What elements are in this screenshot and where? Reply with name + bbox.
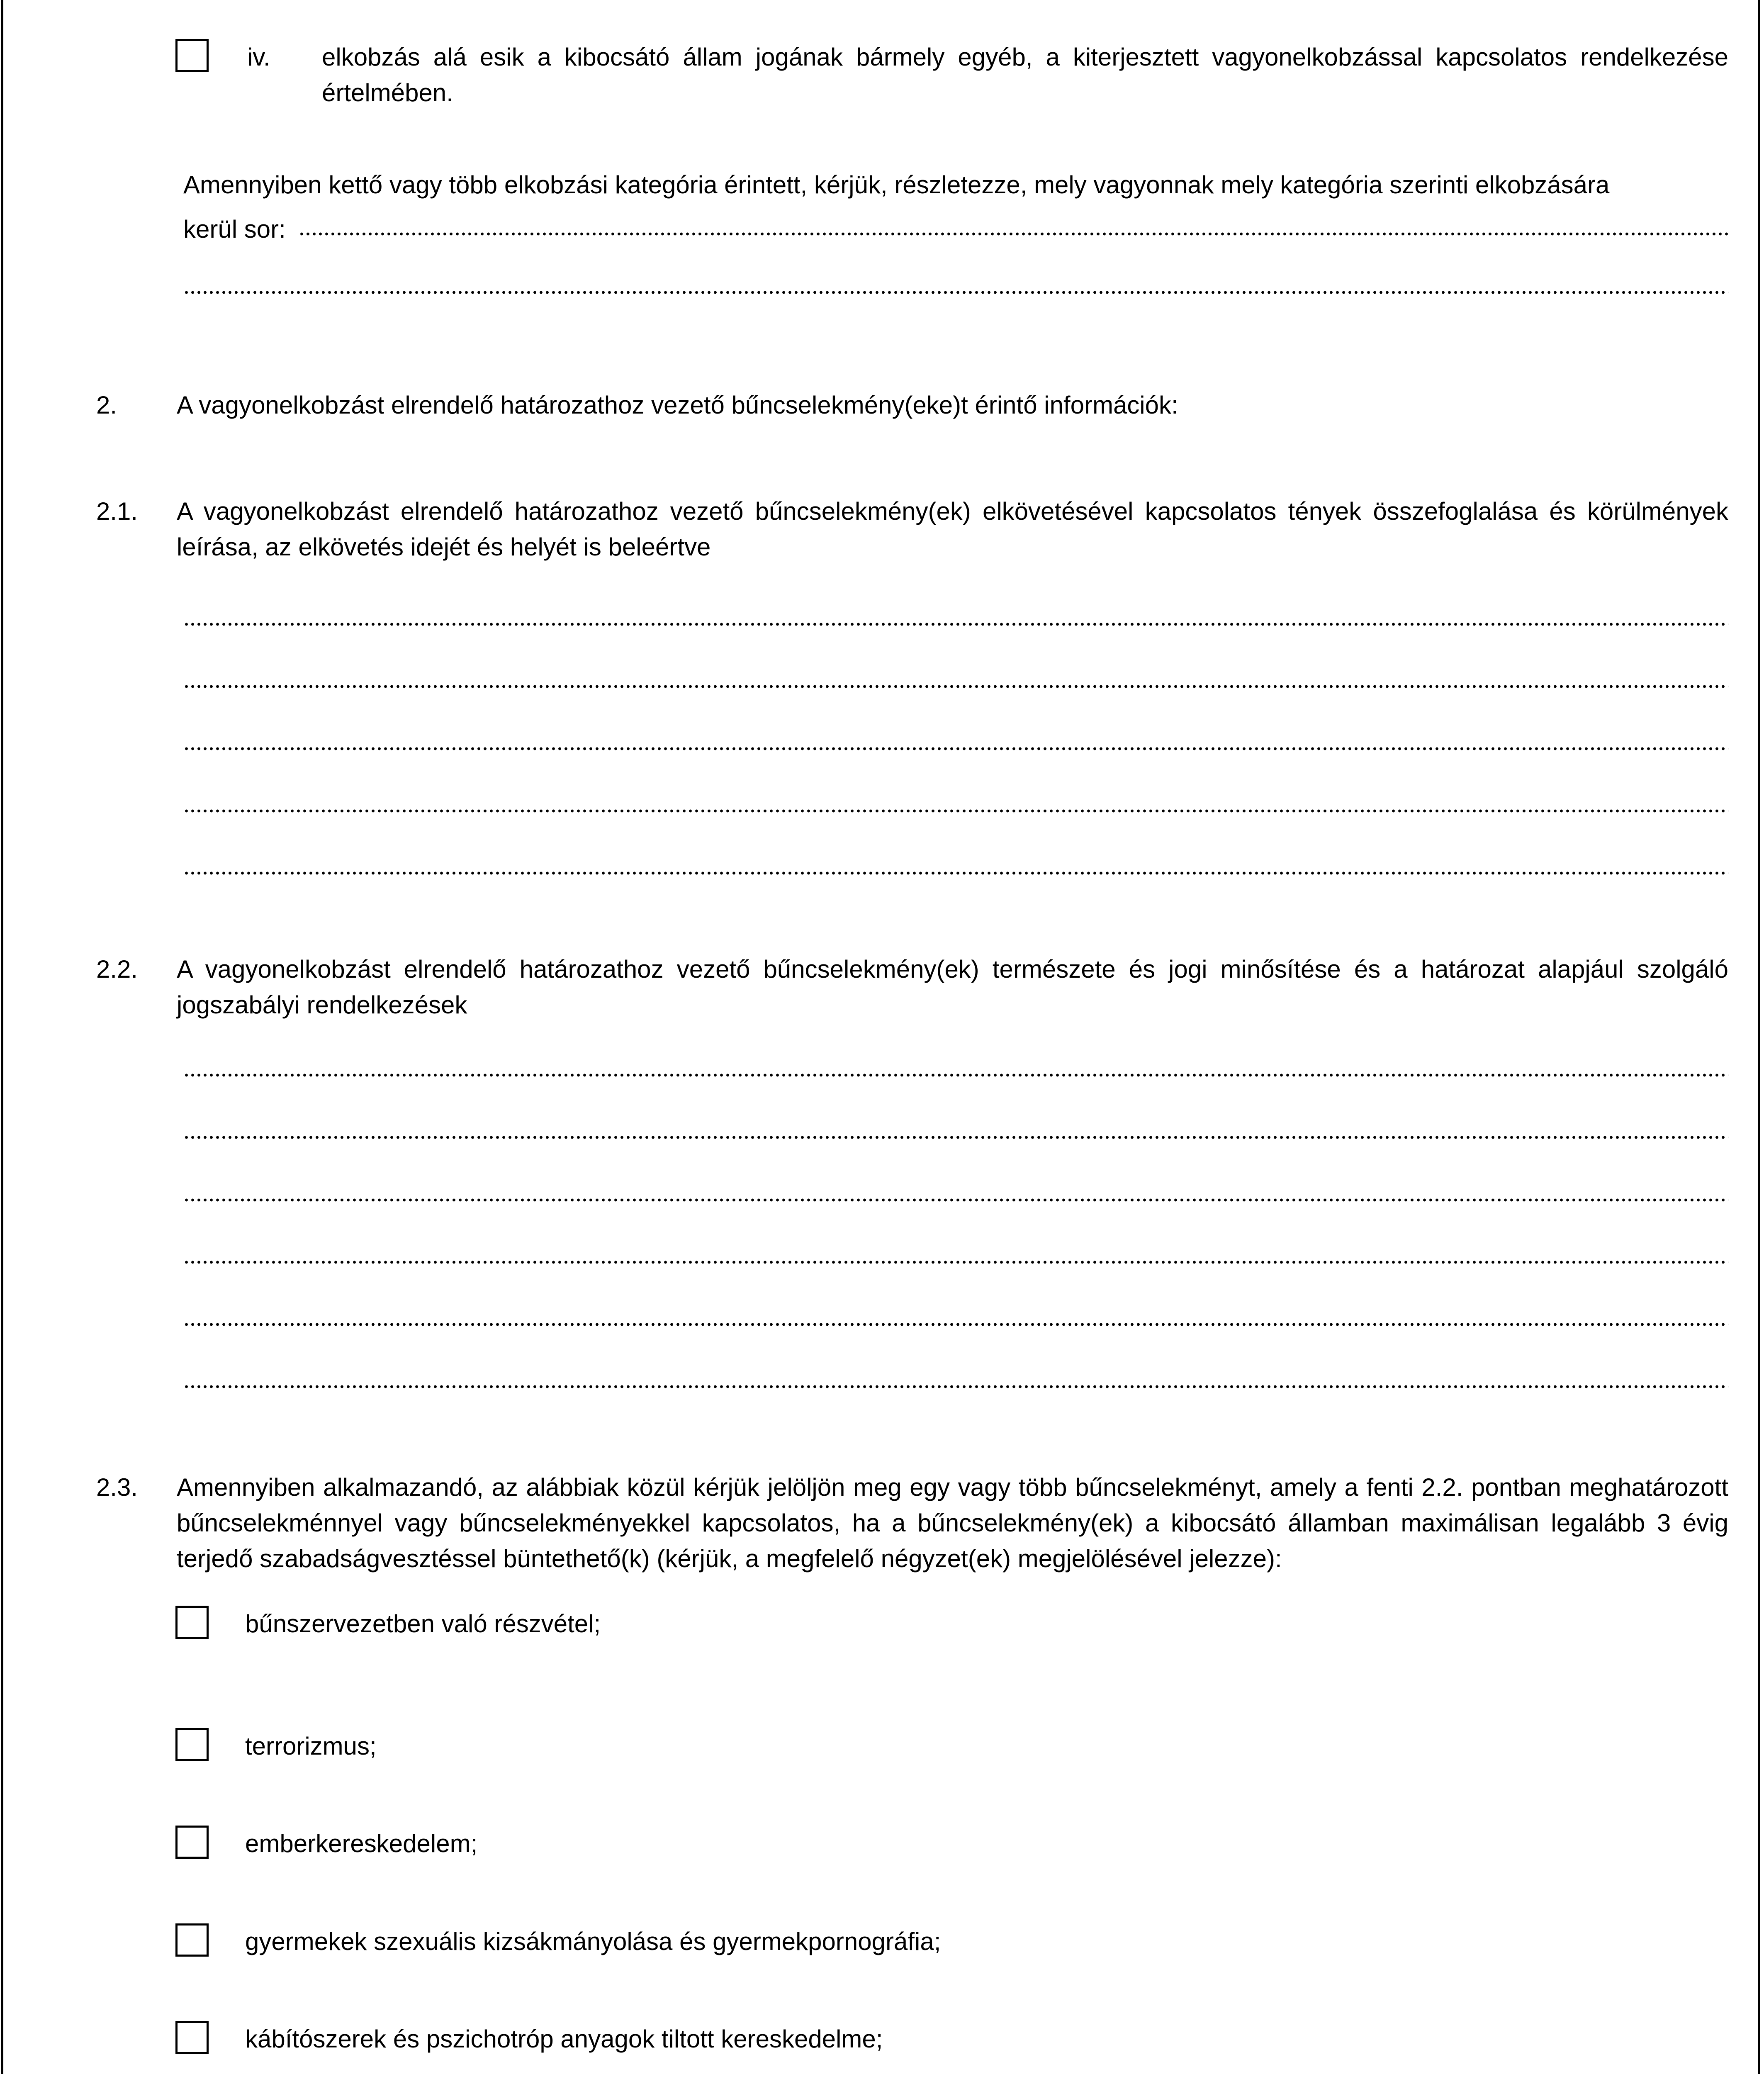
section-2-1-number: 2.1. [96, 497, 138, 525]
fill-line-2-2-4[interactable] [183, 1260, 1728, 1264]
section-2-2-number: 2.2. [96, 955, 138, 983]
option-label: kábítószerek és pszichotróp anyagok tiltott kereskedelme; [245, 2025, 883, 2053]
fill-line-2-1-3[interactable] [183, 747, 1728, 751]
fill-line-2-2-2[interactable] [183, 1135, 1728, 1139]
fill-line-2-2-6[interactable] [183, 1385, 1728, 1389]
fill-line-multi-category-2[interactable] [183, 290, 1728, 295]
fill-line-2-2-3[interactable] [183, 1198, 1728, 1202]
section-2-3-text: Amennyiben alkalmazandó, az alábbiak közül kérjük jelöljön meg egy vagy több bűncselekményt, amely a fenti 2.2. pontban meghatározott bűncselekménnyel vagy bűncselekményekkel kapcsolatos, ha a bűncselekmény(ek) a kibocsátó államban maximálisan legalább 3 évig terjedő szabadságvesztéssel büntethető(k) (kérjük, a megfelelő négyzet(ek) megjelölésével jelezze): [177, 1473, 1728, 1573]
checkbox-child-exploitation[interactable] [175, 1923, 209, 1957]
fill-line-2-1-1[interactable] [183, 622, 1728, 626]
checkbox-drug-trafficking[interactable] [175, 2021, 209, 2054]
section-2-2-text: A vagyonelkobzást elrendelő határozathoz vezető bűncselekmény(ek) természete és jogi minősítése és a határozat alapjául szolgáló jogszabályi rendelkezések [177, 955, 1728, 1019]
section-2-3-number: 2.3. [96, 1473, 138, 1501]
fill-line-2-2-5[interactable] [183, 1322, 1728, 1327]
option-label: bűnszervezetben való részvétel; [245, 1610, 601, 1638]
fill-line-multi-category-1[interactable] [299, 232, 1728, 236]
section-2-number: 2. [96, 391, 117, 419]
item-iv-text: elkobzás alá esik a kibocsátó állam jogának bármely egyéb, a kiterjesztett vagyonelkobzással kapcsolatos rendelkezése értelmében. [322, 43, 1728, 107]
multi-category-line1: Amennyiben kettő vagy több elkobzási kategória érintett, kérjük, részletezze, mely vagyonnak mely kategória szerinti elkobzására [183, 171, 1610, 199]
fill-line-2-1-2[interactable] [183, 684, 1728, 689]
section-2-1-text: A vagyonelkobzást elrendelő határozathoz vezető bűncselekmény(ek) elkövetésével kapcsolatos tények összefoglalása és körülmények leírása, az elkövetés idejét és helyét is beleértve [177, 497, 1728, 561]
checkbox-terrorism[interactable] [175, 1728, 209, 1761]
checkbox-human-trafficking[interactable] [175, 1826, 209, 1859]
option-label: terrorizmus; [245, 1732, 377, 1760]
section-2-title: A vagyonelkobzást elrendelő határozathoz vezető bűncselekmény(eke)t érintő információk: [177, 391, 1178, 419]
item-iv-number: iv. [247, 43, 270, 71]
fill-line-2-2-1[interactable] [183, 1073, 1728, 1077]
option-label: emberkereskedelem; [245, 1830, 478, 1857]
fill-line-2-1-5[interactable] [183, 871, 1728, 875]
multi-category-line2: kerül sor: [183, 215, 286, 243]
fill-line-2-1-4[interactable] [183, 809, 1728, 813]
checkbox-item-iv[interactable] [175, 39, 209, 72]
option-label: gyermekek szexuális kizsákmányolása és gyermekpornográfia; [245, 1928, 941, 1955]
checkbox-organised-crime[interactable] [175, 1606, 209, 1639]
